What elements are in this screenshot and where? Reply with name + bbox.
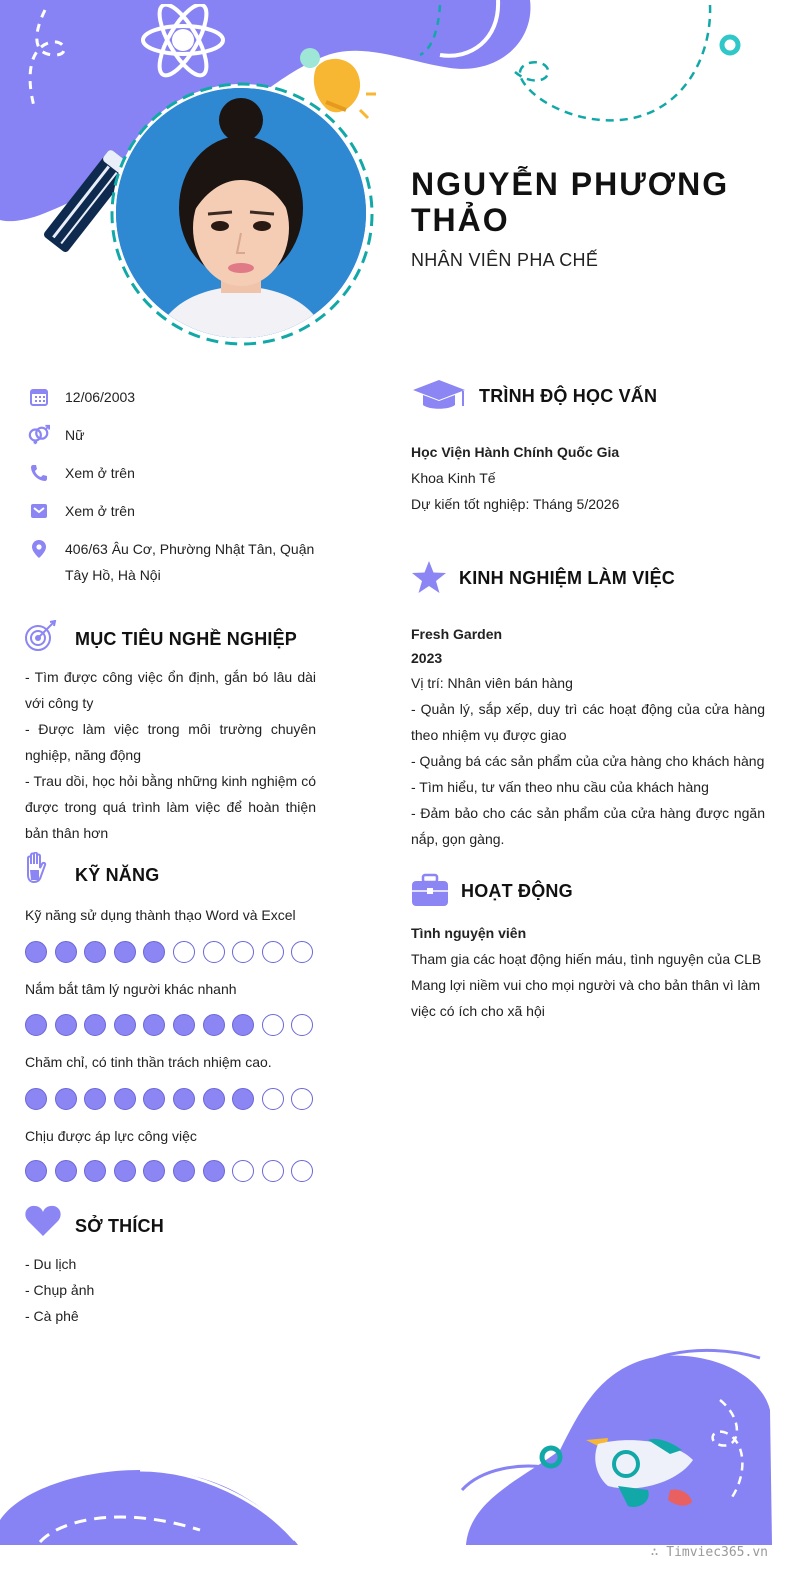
skill-dot-filled xyxy=(203,1014,225,1036)
objective-list xyxy=(25,664,316,846)
skill-dot-empty xyxy=(291,1160,313,1182)
contact-address xyxy=(28,538,318,588)
skill-dot-filled xyxy=(232,1014,254,1036)
skill-dot-filled xyxy=(114,1088,136,1110)
email-icon xyxy=(28,500,50,522)
contact-gender xyxy=(28,424,84,448)
rocket-icon xyxy=(578,1430,708,1520)
work-year: 2023 xyxy=(411,650,443,666)
hobby-item: - Cà phê xyxy=(25,1308,79,1324)
contact-email xyxy=(28,500,135,524)
calendar-icon xyxy=(28,386,50,408)
skill-rating xyxy=(25,1160,321,1182)
skill-dot-filled xyxy=(55,1088,77,1110)
skill-dot-filled xyxy=(55,1014,77,1036)
objective-title: MỤC TIÊU NGHỀ NGHIỆP xyxy=(75,629,298,649)
faculty: Khoa Kinh Tế xyxy=(411,470,496,486)
objective-line: - Tìm được công việc ổn định, gắn bó lâu dài với công ty xyxy=(25,669,316,711)
hobby-item: - Chụp ảnh xyxy=(25,1282,95,1298)
phone-text: Xem ở trên xyxy=(65,465,135,481)
phone-icon xyxy=(28,462,50,484)
skill-dot-filled xyxy=(173,1088,195,1110)
star-icon xyxy=(411,560,447,594)
skill-rating xyxy=(25,1088,321,1110)
skill-dot-empty xyxy=(173,941,195,963)
skill-dot-filled xyxy=(84,941,106,963)
skill-rating xyxy=(25,941,321,963)
skill-dot-filled xyxy=(25,1014,47,1036)
skill-dot-filled xyxy=(232,1088,254,1110)
gender-text: Nữ xyxy=(65,427,85,443)
skill-dot-filled xyxy=(114,941,136,963)
skill-dot-filled xyxy=(173,1014,195,1036)
hand-icon xyxy=(24,852,48,886)
experience-details xyxy=(411,622,765,852)
address-text: 406/63 Âu Cơ, Phường Nhật Tân, Quận Tây Hồ, Hà Nội xyxy=(65,541,315,583)
company-name: Fresh Garden xyxy=(411,626,503,642)
skill-dot-empty xyxy=(291,1088,313,1110)
birthdate-text: 12/06/2003 xyxy=(65,389,136,405)
job-title: NHÂN VIÊN PHA CHẾ xyxy=(411,250,599,270)
heart-icon xyxy=(24,1204,62,1238)
work-position: Vị trí: Nhân viên bán hàng xyxy=(411,675,573,691)
skills-title: KỸ NĂNG xyxy=(75,865,160,885)
briefcase-icon xyxy=(411,873,449,907)
hobbies-list xyxy=(25,1251,94,1329)
duty-line: - Tìm hiểu, tư vấn theo nhu cầu của khách hàng xyxy=(411,779,709,795)
location-icon xyxy=(28,538,50,560)
skill-dot-empty xyxy=(262,1088,284,1110)
profile-photo-frame xyxy=(108,80,376,348)
skill-label: Chịu được áp lực công việc xyxy=(25,1128,197,1144)
skill-dot-filled xyxy=(55,941,77,963)
duty-line: - Quản lý, sắp xếp, duy trì các hoạt động của cửa hàng theo nhiệm vụ được giao xyxy=(411,701,765,743)
objective-line: - Được làm việc trong môi trường chuyên nghiệp, năng động xyxy=(25,721,316,763)
skill-dot-filled xyxy=(114,1160,136,1182)
target-icon xyxy=(24,620,58,652)
watermark: ∴ Timviec365.vn xyxy=(650,1545,768,1560)
duty-line: - Đảm bảo cho các sản phẩm của cửa hàng được ngăn nắp, gọn gàng. xyxy=(411,805,765,847)
skill-dot-empty xyxy=(262,1160,284,1182)
skill-dot-filled xyxy=(84,1088,106,1110)
education-title: TRÌNH ĐỘ HỌC VẤN xyxy=(479,386,658,406)
activity-line: Tham gia các hoạt động hiến máu, tình nguyện của CLB xyxy=(411,951,762,967)
candidate-name: NGUYỄN PHƯƠNG THẢO xyxy=(411,166,730,238)
activities-details xyxy=(411,920,765,1024)
graduation-date: Dự kiến tốt nghiệp: Tháng 5/2026 xyxy=(411,496,620,512)
skill-label: Kỹ năng sử dụng thành thạo Word và Excel xyxy=(25,907,296,923)
hobby-item: - Du lịch xyxy=(25,1256,77,1272)
skill-dot-empty xyxy=(232,1160,254,1182)
experience-title: KINH NGHIỆM LÀM VIỆC xyxy=(459,568,676,588)
skill-dot-filled xyxy=(143,1014,165,1036)
graduation-cap-icon xyxy=(411,378,467,412)
skill-dot-empty xyxy=(291,941,313,963)
skill-dot-filled xyxy=(203,1088,225,1110)
skill-dot-filled xyxy=(143,1160,165,1182)
skill-dot-filled xyxy=(55,1160,77,1182)
skill-dot-filled xyxy=(114,1014,136,1036)
skill-dot-filled xyxy=(84,1014,106,1036)
contact-birthdate xyxy=(28,386,135,410)
atom-icon xyxy=(138,4,228,84)
contact-phone xyxy=(28,462,135,486)
gender-icon xyxy=(28,424,50,446)
skill-dot-filled xyxy=(84,1160,106,1182)
skill-dot-filled xyxy=(143,941,165,963)
skill-dot-empty xyxy=(203,941,225,963)
skill-rating xyxy=(25,1014,321,1036)
skill-dot-filled xyxy=(25,941,47,963)
skill-label: Nắm bắt tâm lý người khác nhanh xyxy=(25,981,237,997)
skill-label: Chăm chỉ, có tinh thần trách nhiệm cao. xyxy=(25,1054,272,1070)
activity-role: Tình nguyện viên xyxy=(411,925,527,941)
activities-title: HOẠT ĐỘNG xyxy=(461,881,573,901)
objective-line: - Trau dồi, học hỏi bằng những kinh nghiệm có được trong quá trình làm việc để hoàn thiện bản thân hơn xyxy=(25,773,316,841)
skill-dot-filled xyxy=(203,1160,225,1182)
skill-dot-filled xyxy=(25,1160,47,1182)
hobbies-title: SỞ THÍCH xyxy=(75,1216,164,1236)
skill-dot-empty xyxy=(291,1014,313,1036)
profile-photo xyxy=(116,88,366,338)
school-name: Học Viện Hành Chính Quốc Gia xyxy=(411,444,620,460)
education-details xyxy=(411,439,619,517)
skill-dot-filled xyxy=(143,1088,165,1110)
duty-line: - Quảng bá các sản phẩm của cửa hàng cho khách hàng xyxy=(411,753,765,769)
email-text: Xem ở trên xyxy=(65,503,135,519)
skill-dot-empty xyxy=(262,941,284,963)
skill-dot-empty xyxy=(232,941,254,963)
activity-line: Mang lợi niềm vui cho mọi người và cho bản thân vì làm việc có ích cho xã hội xyxy=(411,977,761,1019)
skill-dot-filled xyxy=(173,1160,195,1182)
skill-dot-empty xyxy=(262,1014,284,1036)
skill-dot-filled xyxy=(25,1088,47,1110)
